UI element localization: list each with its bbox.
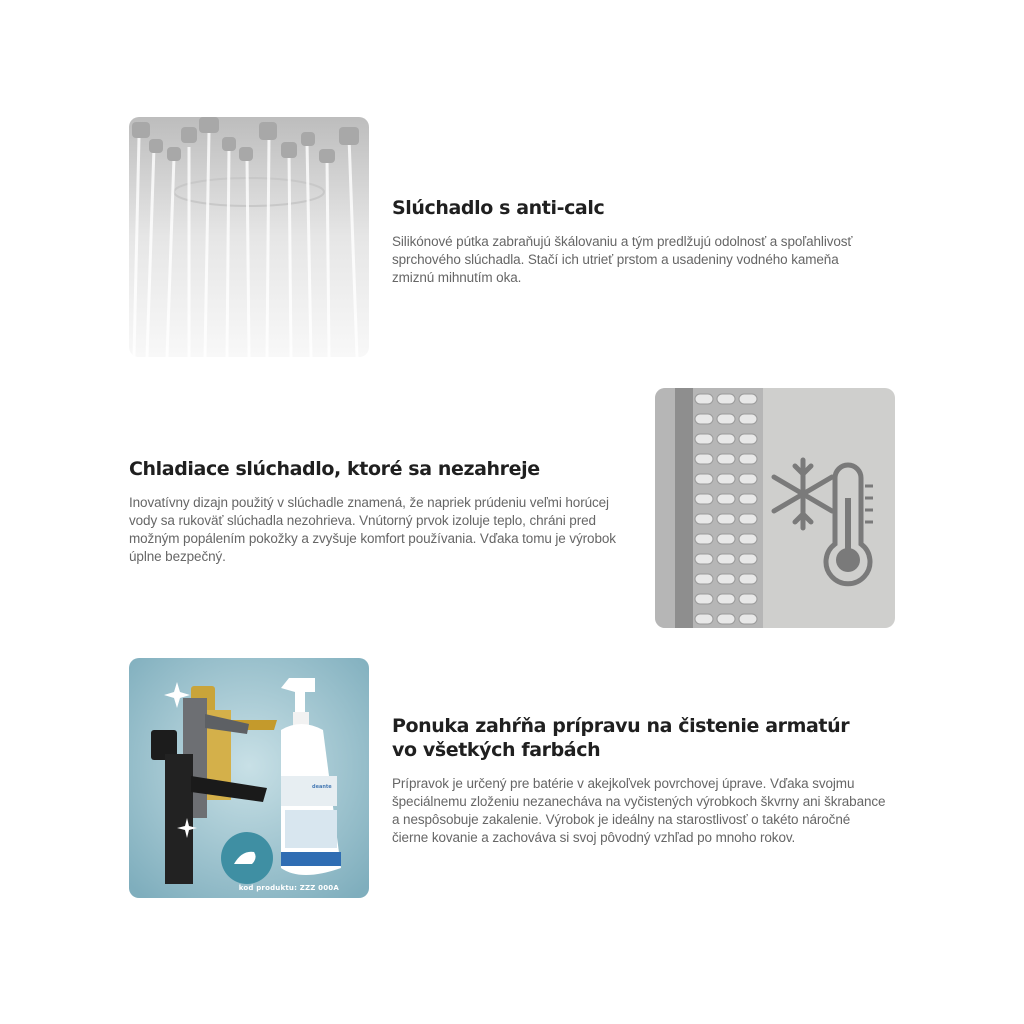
feature-title: Chladiace slúchadlo, ktoré sa nezahreje — [129, 458, 540, 480]
feature-description: Inovatívny dizajn použitý v slúchadle znamená, že napriek prúdeniu veľmi horúcej vody sa rukoväť slúchadla nezohrieva. Vnútorný prvok izoluje teplo, chráni pred možným popálením pokožky a zvyšuje komfort používania. Vďaka tomu je výrobok úplne bezpečný. — [129, 495, 616, 564]
feature-description: Prípravok je určený pre batérie v akejkoľvek povrchovej úprave. Vďaka svojmu špeciálnemu zloženiu nezanecháva na vyčistených výrobkoch škvrny ani škrabance a nespôsobuje zakalenie. Výrobok je ideálny na starostlivosť o takéto náročné čierne kovanie a zachováva si svoj pôvodný vzhľad po mnoho rokov. — [392, 776, 886, 845]
cleaner-product-image — [129, 658, 369, 898]
feature-title: Ponuka zahŕňa prípravu na čistenie armatúr vo všetkých farbách — [392, 715, 850, 761]
brand-label: deante — [312, 784, 332, 790]
feature-title: Slúchadlo s anti-calc — [392, 197, 605, 219]
shower-head-image — [129, 117, 369, 357]
feature-description: Silikónové pútka zabraňujú škálovaniu a tým predlžujú odolnosť a spoľahlivosť sprchového slúchadla. Stačí ich utrieť prstom a usadeniny vodného kameňa zmiznú mihnutím oka. — [392, 234, 853, 285]
product-code: kod produktu: ZZZ 000A — [238, 884, 339, 892]
shower-nozzles-icon — [129, 117, 369, 357]
cooling-handle-image — [655, 388, 895, 628]
